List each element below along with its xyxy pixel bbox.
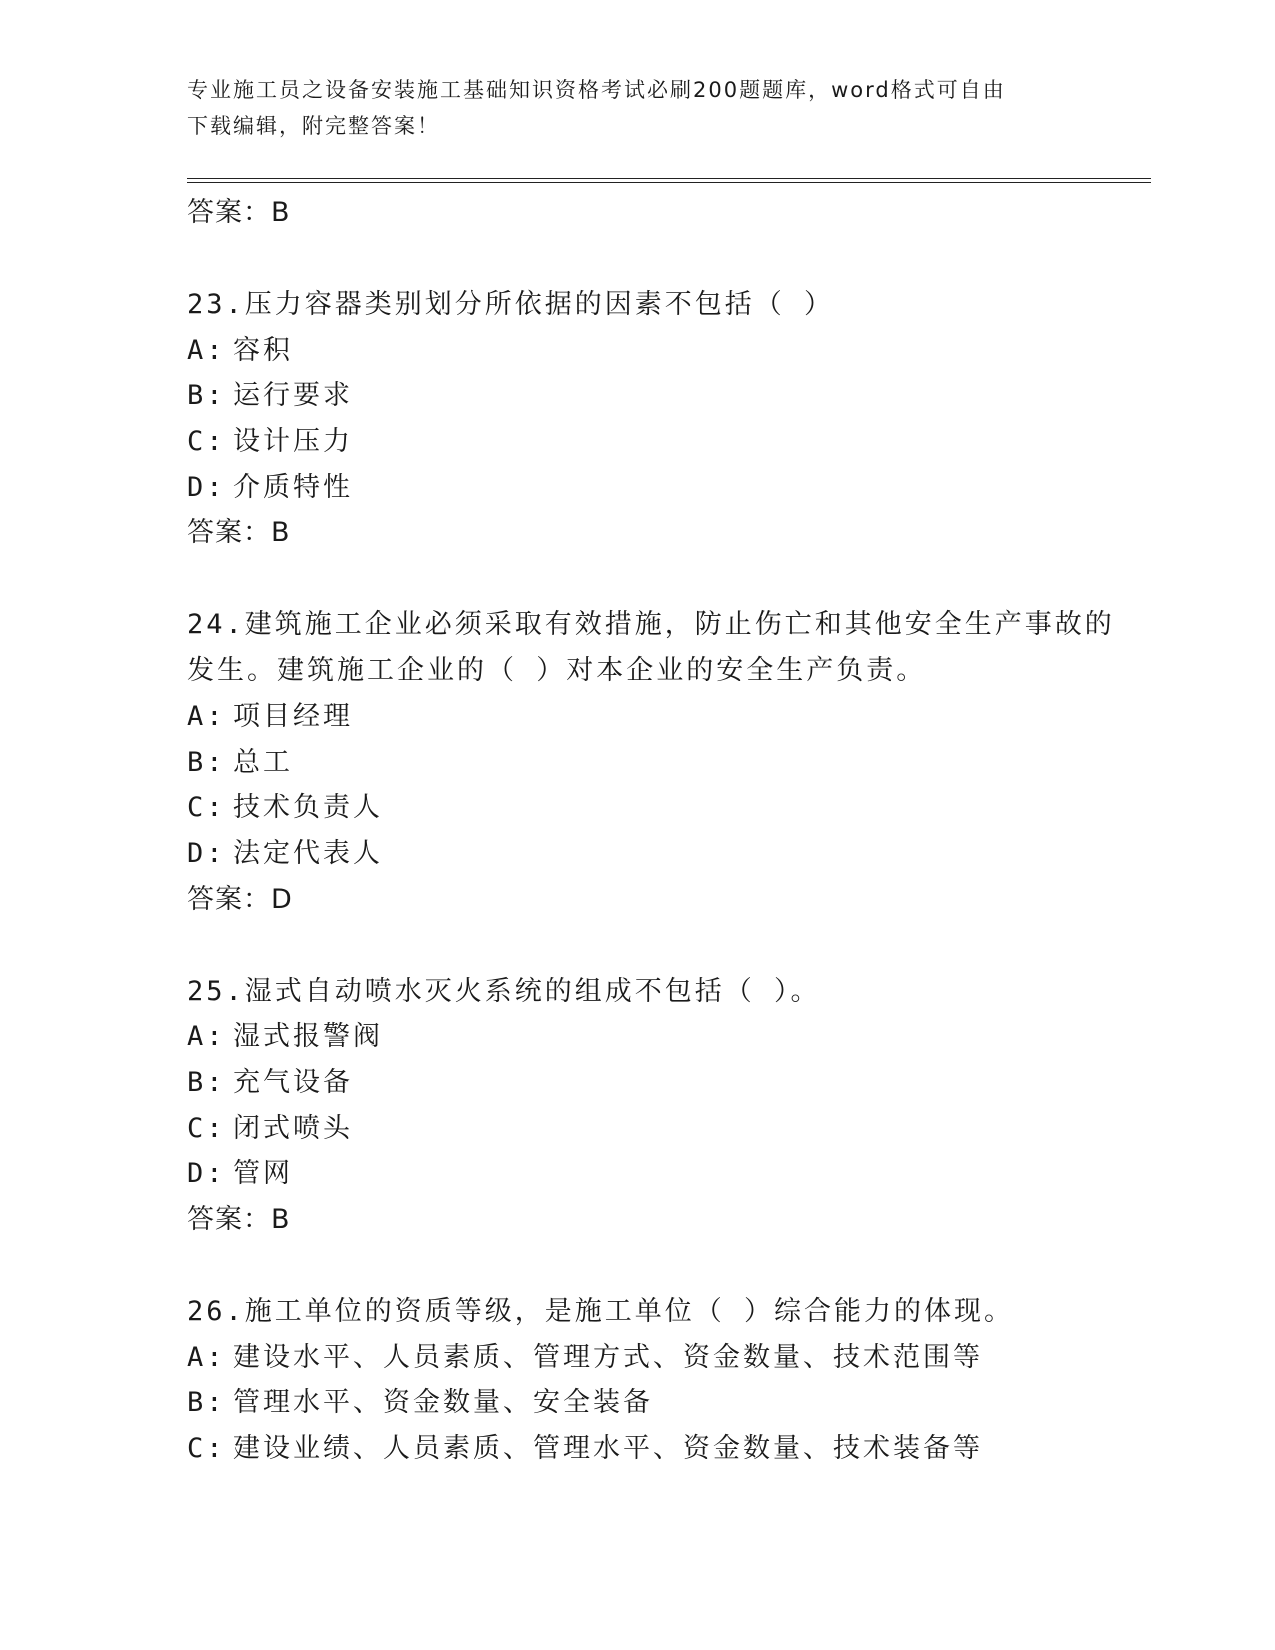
- option-text: 管网: [233, 1158, 293, 1190]
- option-text: 管理水平、资金数量、安全装备: [233, 1387, 653, 1419]
- answer-label: 答案：: [187, 883, 271, 915]
- option-prefix: C:: [187, 1433, 226, 1465]
- option-text: 介质特性: [233, 471, 353, 503]
- option-prefix: A:: [187, 1021, 226, 1053]
- option-prefix: B:: [187, 746, 226, 778]
- option-a: [187, 1335, 1087, 1381]
- header-divider-bottom: [187, 182, 1151, 183]
- option-d: [187, 831, 1087, 877]
- option-b: [187, 1380, 1087, 1426]
- question-text: 26.施工单位的资质等级，是施工单位（ ）综合能力的体现。: [187, 1296, 1015, 1327]
- question-text: 23.压力容器类别划分所依据的因素不包括（ ）: [187, 289, 835, 320]
- question-text: 25.湿式自动喷水灭火系统的组成不包括（ ）。: [187, 975, 821, 1007]
- option-c: [187, 1426, 1087, 1472]
- question-26: [187, 1289, 1087, 1472]
- option-b: [187, 373, 1087, 419]
- option-text: 湿式报警阀: [233, 1021, 383, 1053]
- question-number: 25.: [187, 975, 245, 1007]
- answer-label: 答案：: [187, 517, 271, 549]
- option-prefix: A:: [187, 700, 226, 732]
- option-prefix: B:: [187, 380, 226, 412]
- question-number: 23.: [187, 289, 245, 320]
- question-text-line-1: 24.建筑施工企业必须采取有效措施，防止伤亡和其他安全生产事故的: [187, 609, 1115, 641]
- option-prefix: B:: [187, 1387, 226, 1419]
- header-divider-top: [187, 178, 1151, 179]
- answer-value: B: [271, 1204, 290, 1235]
- option-prefix: C:: [187, 426, 226, 458]
- answer-value: D: [271, 883, 292, 915]
- option-text: 项目经理: [233, 700, 353, 732]
- question-text-line-2: 发生。建筑施工企业的（ ）对本企业的安全生产负责。: [187, 655, 927, 687]
- option-text: 容积: [233, 334, 293, 366]
- answer-label: 答案：: [187, 1204, 271, 1235]
- option-prefix: D:: [187, 837, 226, 869]
- option-text: 建设水平、人员素质、管理方式、资金数量、技术范围等: [233, 1341, 983, 1373]
- option-d: [187, 465, 1087, 511]
- option-prefix: D:: [187, 471, 226, 503]
- answer-line: [187, 877, 1087, 923]
- question-number: 26.: [187, 1296, 245, 1327]
- option-text: 设计压力: [233, 426, 353, 458]
- option-a: [187, 328, 1087, 374]
- option-prefix: B:: [187, 1066, 226, 1098]
- option-d: [187, 1151, 1087, 1197]
- option-text: 充气设备: [233, 1066, 353, 1098]
- option-c: [187, 1106, 1087, 1152]
- answer-label: 答案：: [187, 197, 271, 228]
- option-prefix: C:: [187, 1112, 226, 1144]
- option-text: 闭式喷头: [233, 1112, 353, 1144]
- header-line-1: 专业施工员之设备安装施工基础知识资格考试必刷200题题库，word格式可自由: [187, 78, 1006, 102]
- option-prefix: D:: [187, 1158, 226, 1190]
- option-a: [187, 694, 1087, 740]
- option-b: [187, 1060, 1087, 1106]
- option-prefix: C:: [187, 792, 226, 824]
- option-text: 总工: [233, 746, 293, 778]
- answer-line: [187, 190, 1087, 236]
- document-header: [187, 72, 1067, 144]
- question-number: 24.: [187, 609, 245, 641]
- option-text: 法定代表人: [233, 837, 383, 869]
- option-a: [187, 1014, 1087, 1060]
- question-24: [187, 602, 1115, 922]
- answer-line: [187, 510, 1087, 556]
- option-text: 技术负责人: [233, 792, 383, 824]
- option-prefix: A:: [187, 334, 226, 366]
- option-b: [187, 740, 1087, 786]
- option-c: [187, 785, 1087, 831]
- option-prefix: A:: [187, 1341, 226, 1373]
- question-25: [187, 969, 1087, 1243]
- option-text: 建设业绩、人员素质、管理水平、资金数量、技术装备等: [233, 1433, 983, 1465]
- option-text: 运行要求: [233, 380, 353, 412]
- question-23: [187, 282, 1087, 556]
- answer-value: B: [271, 517, 290, 549]
- answer-value: B: [271, 197, 290, 228]
- option-c: [187, 419, 1087, 465]
- answer-line: [187, 1197, 1087, 1243]
- header-line-2: 下载编辑，附完整答案！: [187, 114, 440, 138]
- question-list: [187, 190, 1115, 1472]
